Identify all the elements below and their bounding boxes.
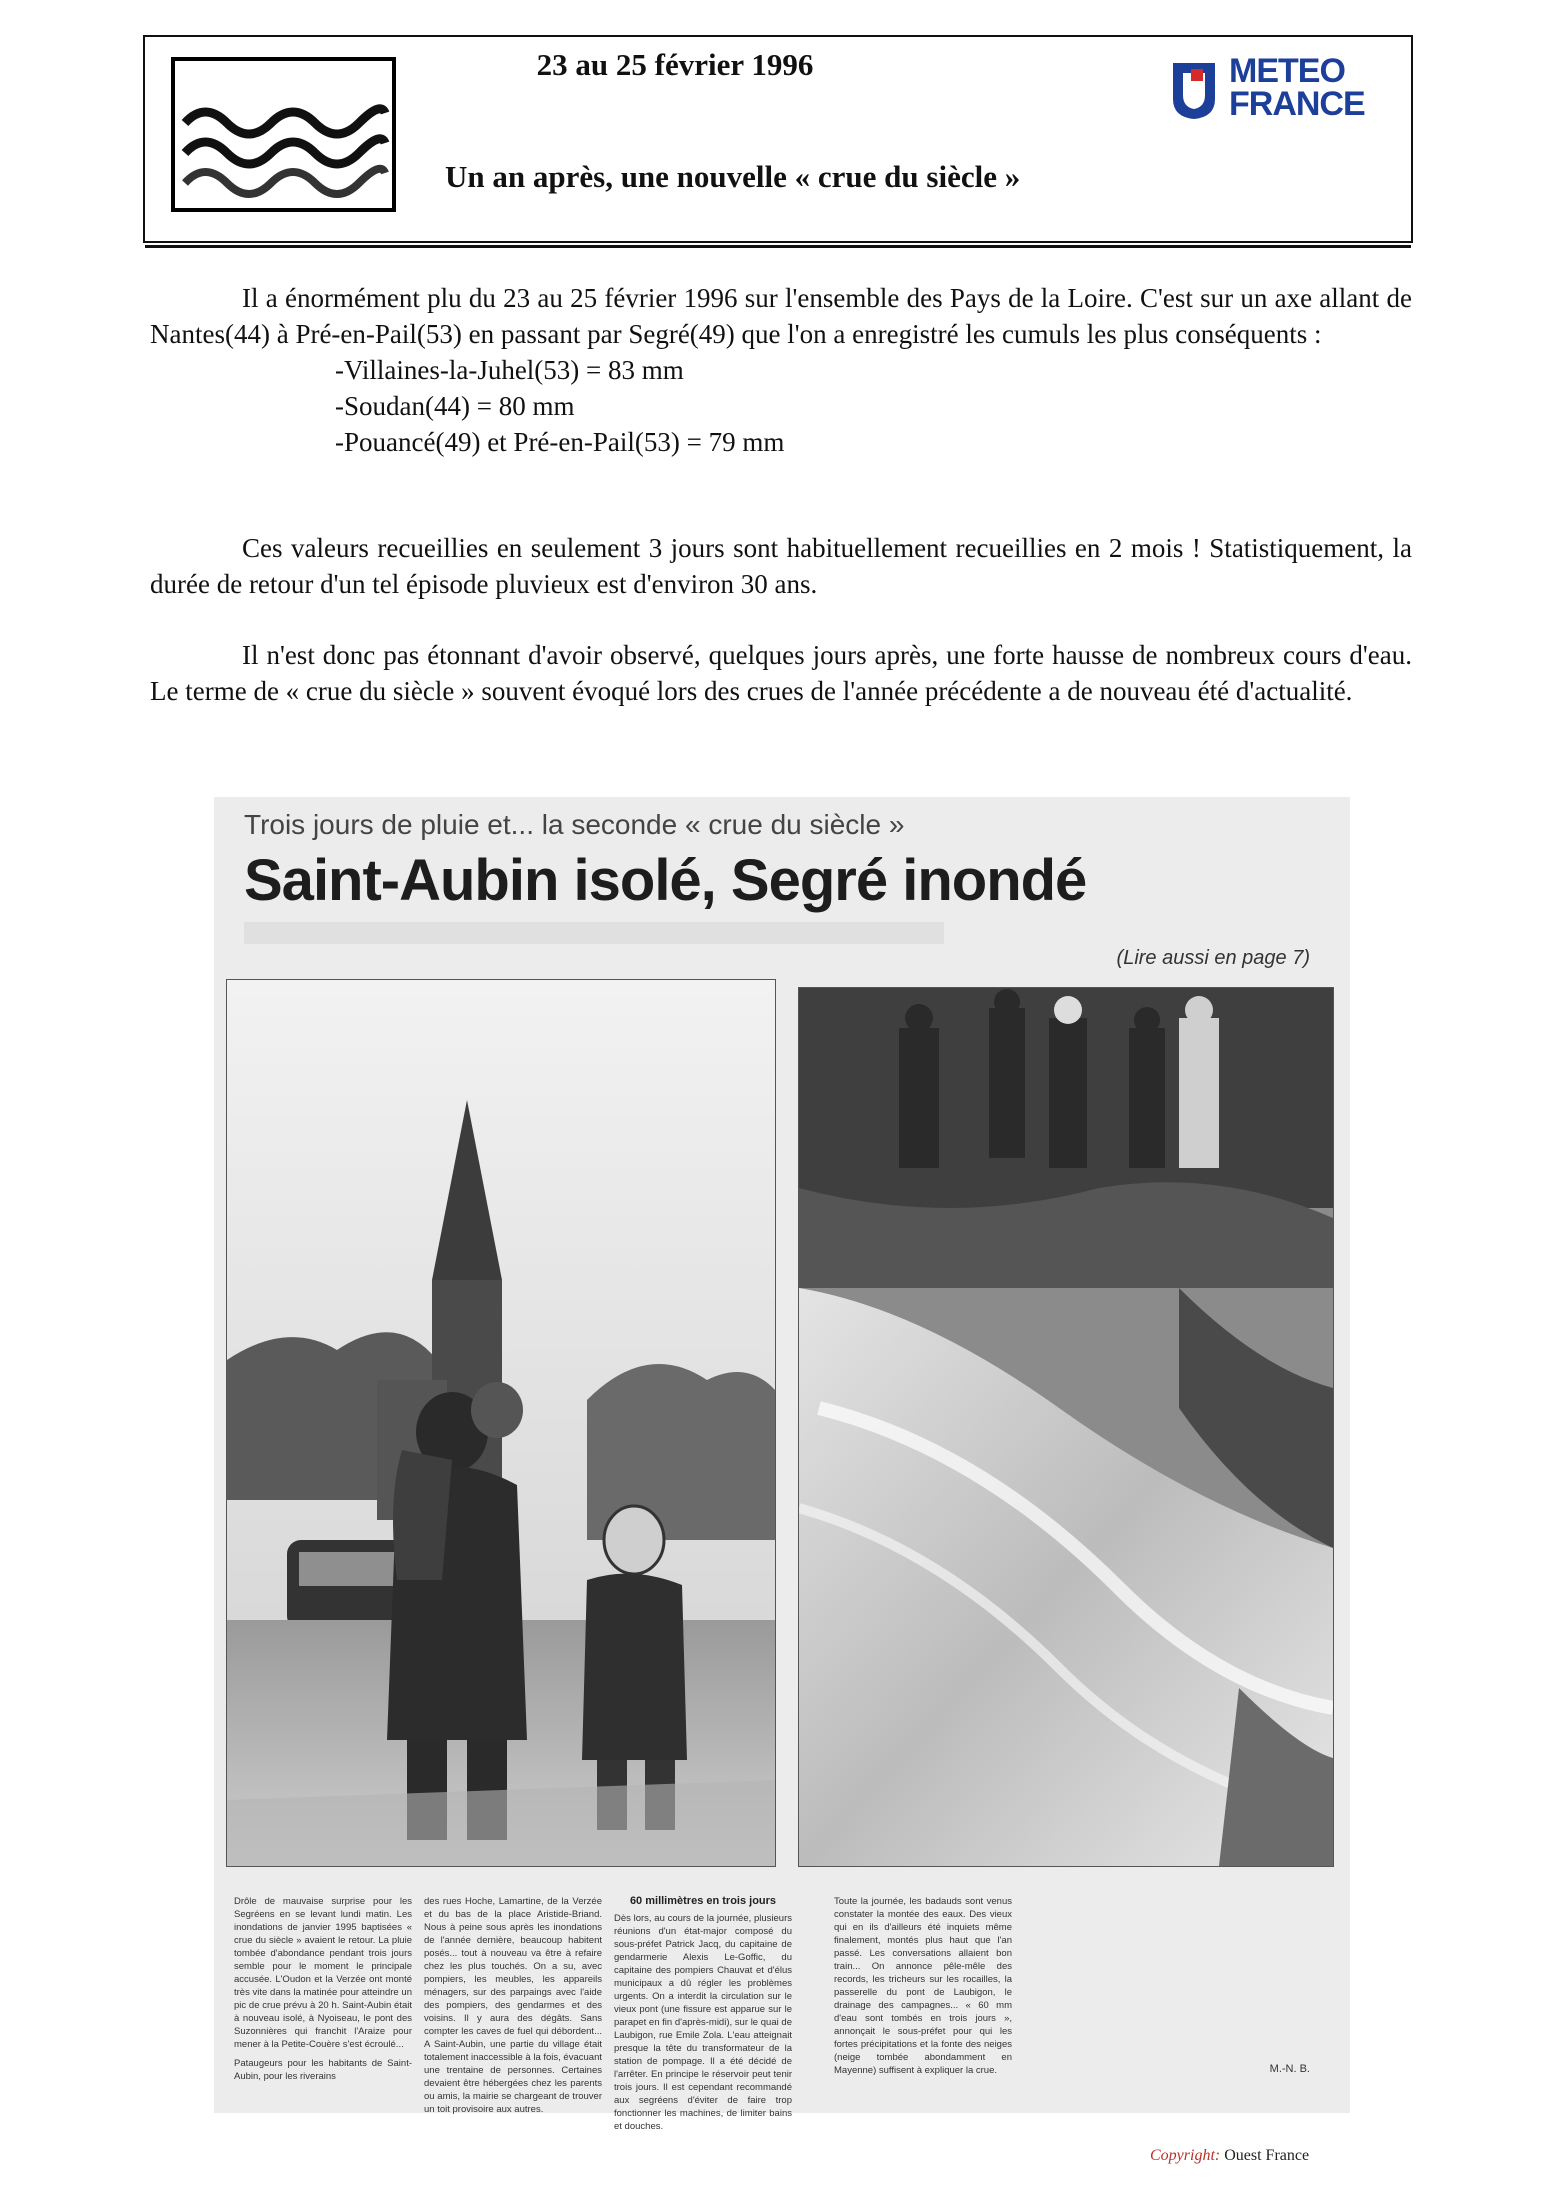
statistics-paragraph: Ces valeurs recueillies en seulement 3 jours sont habituellement recueillies en 2 mois ! Statistiquement, la durée de retour d'un tel épisode pluvieux est d'environ 30 ans. [150, 533, 1412, 599]
article-column-3 [614, 1895, 792, 2133]
article-text: Dès lors, au cours de la journée, plusieurs réunions d'un état-major composé du sous-préfet Patrick Jacq, du capitaine de gendarmerie Alexis Le-Goffic, du capitaine des pompiers Chauvat et d'élus municipaux a dû régler les problèmes urgents. On a interdit la circulation sur le vieux pont (une fissure est apparue sur le parapet en fin d'après-midi), sur le quai de Laubigon, rue Emile Zola. L'eau atteignait presque la tête du transformateur de la station de pompage. Il a été décidé de l'arrêter. En principe le réservoir peut tenir trois jours. Il est cependant recommandé aux segréens d'éviter de faire trop fonctionner les machines, de limiter bains et douches. [614, 1913, 792, 2132]
article-subhead: 60 millimètres en trois jours [629, 1895, 777, 1907]
newspaper-clipping [214, 797, 1350, 2132]
rainfall-list [150, 352, 1412, 460]
clipping-headline: Saint-Aubin isolé, Segré inondé [244, 848, 1087, 913]
see-also-note: (Lire aussi en page 7) [1116, 947, 1310, 969]
meteo-france-logo [1155, 53, 1395, 133]
document-subtitle: Un an après, une nouvelle « crue du siècle » [445, 159, 1021, 194]
intro-section [150, 280, 1412, 460]
copyright-source: Ouest France [1224, 2147, 1310, 2164]
header-box [143, 35, 1413, 243]
logo-line-2: FRANCE [1229, 85, 1365, 123]
list-item: -Soudan(44) = 80 mm [335, 391, 575, 421]
list-item: -Pouancé(49) et Pré-en-Pail(53) = 79 mm [335, 427, 785, 457]
article-columns [224, 1895, 1340, 2132]
article-column-4: Toute la journée, les badauds sont venus constater la montée des eaux. Des vieux qui en ils d'ailleurs été inquiets même finalement, montés plus haut que l'an passé. Les conversations allaient bon train... On annonce pêle-mêle des records, les tricheurs sur les rocailles, la passerelle du pont de Laubigon, le drainage des campagnes... « 60 mm d'eau sont tombés en trois jours », annonçait le sous-préfet pour qui les fortes précipitations et la fonte des neiges (neige tombée abondamment en Mayenne) suffisent à expliquer la crue. [834, 1896, 1012, 2076]
list-item: -Villaines-la-Juhel(53) = 83 mm [335, 355, 684, 385]
bleed-through-text [244, 922, 944, 944]
article-text: Pataugeurs pour les habitants de Saint-Aubin, pour les riverains [234, 2058, 412, 2082]
clipping-kicker: Trois jours de pluie et... la seconde « crue du siècle » [244, 809, 905, 840]
conclusion-paragraph: Il n'est donc pas étonnant d'avoir observé, quelques jours après, une forte hausse de nombreux cours d'eau. Le terme de « crue du siècle » souvent évoqué lors des crues de l'année précédente a de nouveau été d'actualité. [150, 640, 1412, 706]
waves-icon [171, 57, 396, 212]
article-signature: M.-N. B. [1269, 2063, 1310, 2075]
article-lead: Drôle de mauvaise surprise pour les Segréens en se levant lundi matin. Les inondations de janvier 1995 baptisées « crue du siècle » avaient le retour. La pluie tombée d'abondance pendant trois jours semble pour le moment le principale accusée. L'Oudon et la Verzée ont monté très vite dans la matinée pour atteindre un pic de crue prévu à 20 h. Saint-Aubin était à nouveau isolé, à Nyoiseau, le pont des Suzonnières qui franchit l'Araize pour mener à la Petite-Couère s'est écroulé... [234, 1896, 412, 2050]
article-column-2: des rues Hoche, Lamartine, de la Verzée et du bas de la place Aristide-Briand. Nous à peine sous après les inondations de l'année dernière, beaucoup habitent posés... tout à nouveau va être à refaire chez les plus touchés. On a su, avec pompiers, les meubles, les appareils ménagers, sur des parpaings avec l'aide des pompiers, des gendarmes et des voisins. Il y aura des dégâts. Sans compter les caves de fuel qui débordent... A Saint-Aubin, une partie du village était totalement inaccessible à la fois, évacuant une trentaine de personnes. Certaines devaient être hébergées chez les parents ou amis, la mairie se chargeant de trouver un toit provisoire aux autres. [424, 1896, 602, 2115]
header-underline [145, 245, 1411, 248]
intro-paragraph: Il a énormément plu du 23 au 25 février 1996 sur l'ensemble des Pays de la Loire. C'est sur un axe allant de Nantes(44) à Pré-en-Pail(53) en passant par Segré(49) que l'on a enregistré les cumuls les plus conséquents : [150, 283, 1412, 349]
article-column-1 [234, 1895, 412, 2083]
meteo-france-emblem-icon [1169, 59, 1219, 121]
document-date-title: 23 au 25 février 1996 [536, 47, 814, 82]
logo-line-1: METEO [1229, 52, 1345, 90]
flooded-street-photo [226, 979, 776, 1867]
copyright-line [1150, 2147, 1309, 2165]
copyright-label: Copyright: [1150, 2147, 1221, 2164]
torrent-river-photo [798, 987, 1334, 1867]
